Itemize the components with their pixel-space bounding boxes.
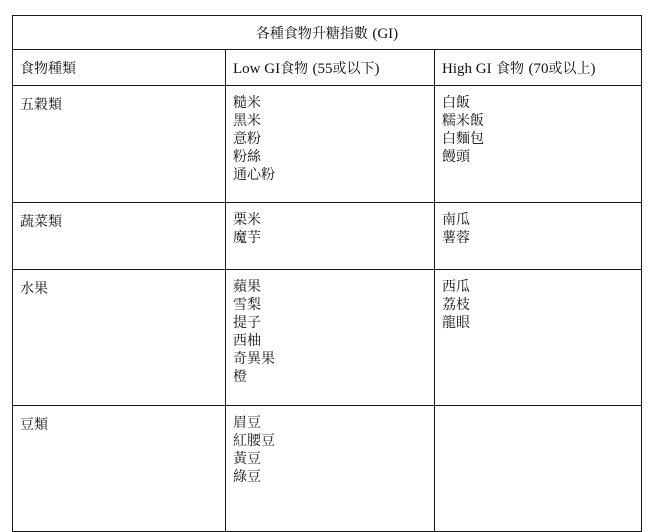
header-high-range: (70 [528,60,549,77]
food-item: 紅腰豆 [233,433,275,449]
food-item: 西柚 [233,333,261,349]
header-category [13,50,226,86]
header-low-close: ) [374,60,380,77]
food-item: 雪梨 [233,297,261,313]
food-item: 龍眼 [442,315,470,331]
food-item: 栗米 [233,212,261,228]
header-high-cjk: 食物 [496,60,525,77]
header-high-close: ) [590,60,596,77]
high-gi-cell [435,203,642,270]
food-item: 南瓜 [442,212,470,228]
category-cell: 水果 [13,270,226,406]
food-item: 西瓜 [442,279,470,295]
food-item: 通心粉 [233,167,275,183]
food-item: 薯蓉 [442,230,470,246]
header-low-gi [226,50,435,86]
table-row [13,86,642,203]
category-cell: 豆類 [13,406,226,532]
category-cell: 五穀類 [13,86,226,203]
low-gi-cell [226,86,435,203]
low-gi-cell [226,406,435,532]
low-gi-cell [226,270,435,406]
table-title [13,16,642,50]
high-gi-cell [435,86,642,203]
food-item: 橙 [233,369,247,385]
header-category-label: 食物種類 [20,60,76,77]
food-item: 糯米飯 [442,113,484,129]
title-latin: (GI) [372,25,399,42]
food-item: 粉絲 [233,149,261,165]
header-high-gi [435,50,642,86]
header-high-range-cjk: 或以上 [548,60,591,77]
food-item: 荔枝 [442,297,470,313]
header-high-latin: High GI [442,60,492,77]
food-item: 眉豆 [233,415,261,431]
gi-table [12,15,642,532]
table-row [13,270,642,406]
food-item: 白麵包 [442,131,484,147]
high-gi-cell [435,270,642,406]
title-cjk: 各種食物升糖指數 [255,25,368,42]
food-item: 奇異果 [233,351,275,367]
food-item: 白飯 [442,95,470,111]
food-item: 饅頭 [442,149,470,165]
header-low-latin: Low GI [233,60,281,77]
food-item: 蘋果 [233,279,261,295]
header-row [13,50,642,86]
table-row [13,406,642,532]
food-item: 魔芋 [233,230,261,246]
high-gi-cell [435,406,642,532]
low-gi-cell [226,203,435,270]
table-row [13,203,642,270]
food-item: 黃豆 [233,451,261,467]
header-low-range-cjk: 或以下 [332,60,375,77]
category-cell: 蔬菜類 [13,203,226,270]
title-row [13,16,642,50]
header-low-cjk: 食物 [280,60,309,77]
food-item: 糙米 [233,95,261,111]
food-item: 意粉 [233,131,261,147]
food-item: 提子 [233,315,261,331]
food-item: 黑米 [233,113,261,129]
food-item: 綠豆 [233,469,261,485]
header-low-range: (55 [312,60,333,77]
